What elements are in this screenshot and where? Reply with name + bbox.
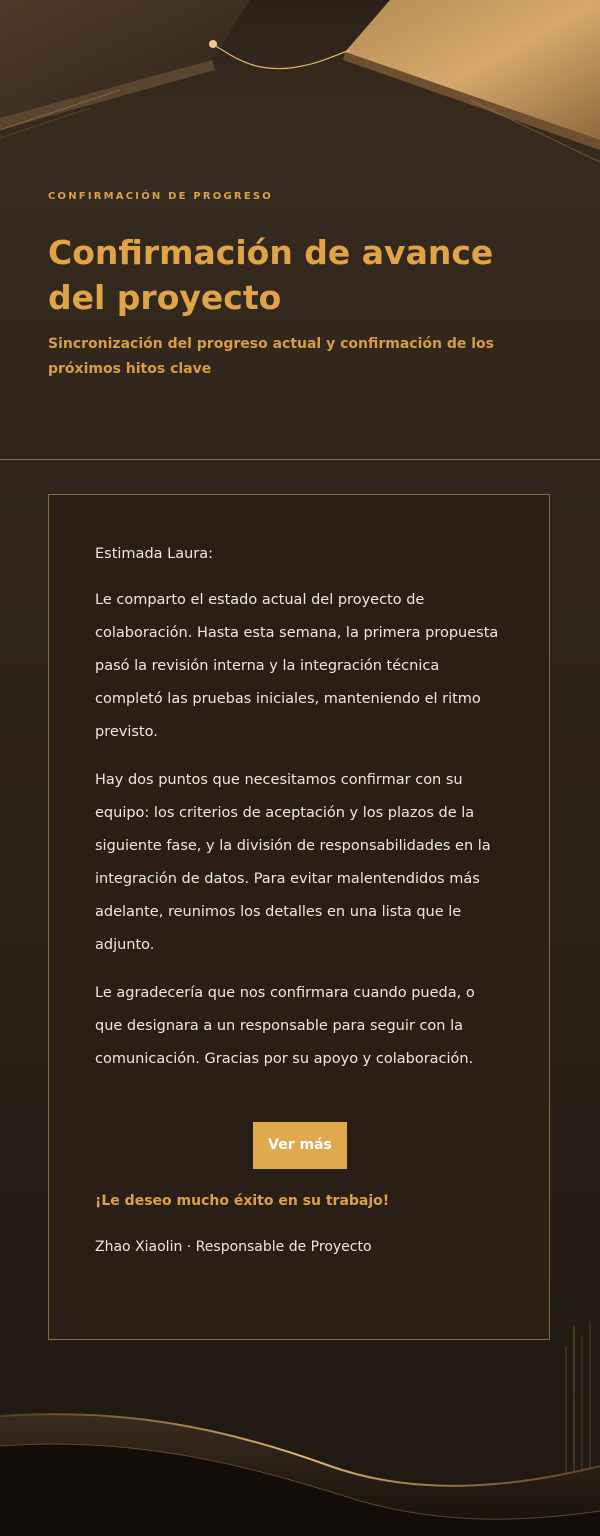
signature: Zhao Xiaolin · Responsable de Proyecto (95, 1239, 372, 1255)
message-paragraph: Hay dos puntos que necesitamos confirmar con su equipo: los criterios de aceptación y los plazos de la siguiente fase, y la división de responsabilidades en la integración de datos. Para evitar malentendidos más adelante, reunimos los detalles en una lista que le adjunto. (95, 772, 491, 953)
email-header (48, 188, 558, 382)
header-decoration-image (0, 0, 600, 180)
greeting: Estimada Laura: (95, 546, 214, 562)
message-paragraph: Le comparto el estado actual del proyecto de colaboración. Hasta esta semana, la primera propuesta pasó la revisión interna y la integración técnica completó las pruebas iniciales, manteniendo el ritmo previsto. (95, 592, 499, 740)
closing-wish: ¡Le deseo mucho éxito en su trabajo! (95, 1193, 390, 1209)
eyebrow-label: CONFIRMACIÓN DE PROGRESO (48, 191, 273, 202)
see-more-button[interactable]: Ver más (253, 1122, 347, 1169)
message-paragraph: Le agradecería que nos confirmara cuando pueda, o que designara a un responsable para seguir con la comunicación. Gracias por su apoyo y colaboración. (95, 985, 475, 1067)
footer-decoration-image (0, 1316, 600, 1536)
button-container (95, 1122, 505, 1169)
message-card (48, 494, 550, 1340)
header-divider (0, 459, 600, 460)
page-title: Confirmación de avance del proyecto (48, 233, 494, 317)
message-body (95, 539, 505, 1259)
page-subtitle: Sincronización del progreso actual y confirmación de los próximos hitos clave (48, 336, 494, 377)
